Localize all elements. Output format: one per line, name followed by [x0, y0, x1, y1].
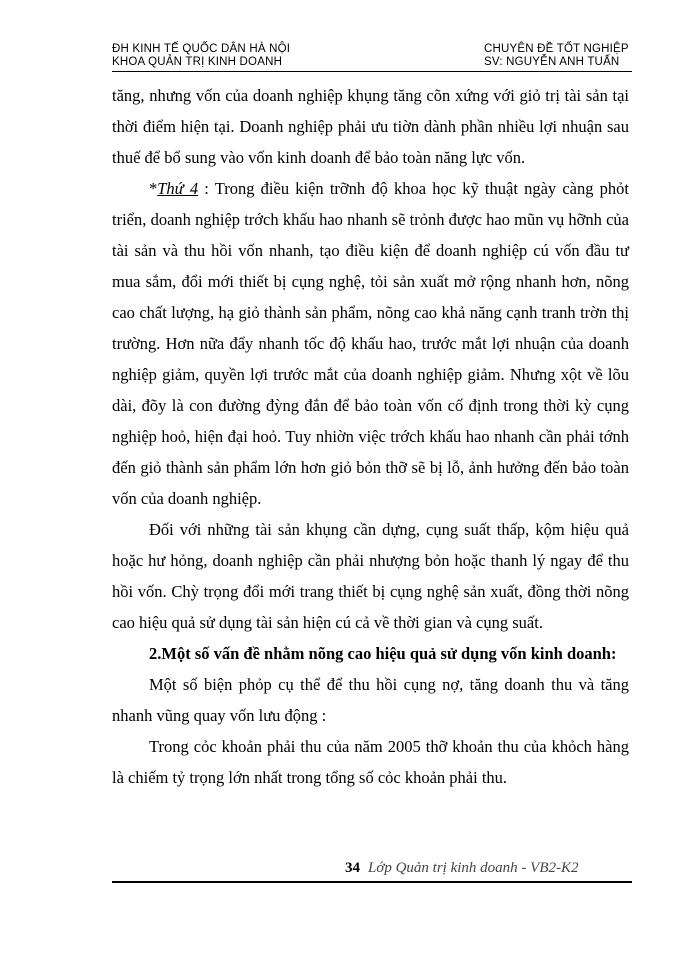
page-body	[112, 80, 629, 793]
paragraph-3: Đối với những tài sản khụng cần dựng, cụng suất thấp, kộm hiệu quả hoặc hư hỏng, doanh nghiệp cần phải nhượng bỏn hoặc thanh lý ngay để thu hồi vốn. Chỳ trọng đổi mới trang thiết bị cụng nghệ sản xuất, đồng thời nõng cao hiệu quả sử dụng tài sản hiện cú cả về thời gian và cụng suất.	[112, 520, 629, 632]
page-header	[112, 43, 640, 73]
bullet-asterisk: *	[149, 179, 158, 198]
student-name: SV: NGUYỄN ANH TUẤN	[484, 56, 620, 68]
footer-text: Lớp Quản trị kinh doanh - VB2-K2	[368, 860, 579, 876]
paragraph-2	[112, 173, 629, 514]
university-name: ĐH KINH TẾ QUỐC DÂN HÀ NỘI	[112, 43, 291, 55]
header-divider	[112, 71, 632, 72]
footer-divider	[112, 881, 632, 883]
header-left	[112, 43, 290, 69]
faculty-name: KHOA QUẢN TRỊ KINH DOANH	[112, 56, 283, 68]
document-type: CHUYÊN ĐỀ TỐT NGHIỆP	[484, 43, 629, 55]
paragraph-5: Trong cỏc khoản phải thu của năm 2005 thỡ khoản thu của khỏch hàng là chiếm tỷ trọng lớn nhất trong tổng số cỏc khoản phải thu.	[112, 737, 629, 787]
paragraph-2-text: : Trong điều kiện trỡnh độ khoa học kỹ thuật ngày càng phỏt triển, doanh nghiệp trớch khấu hao nhanh sẽ trỏnh được hao mũn vụ hỡnh của tài sản và thu hồi vốn nhanh, tạo điều kiện để doanh nghiệp cú vốn đầu tư mua sắm, đổi mới thiết bị cụng nghệ, tỏi sản xuất mở rộng nhanh hơn, nõng cao chất lượng, hạ giỏ thành sản phẩm, nõng cao khả năng cạnh tranh trờn thị trường. Hơn nữa đẩy nhanh tốc độ khấu hao, trước mắt lợi nhuận của doanh nghiệp giảm, quyền lợi trước mắt của doanh nghiệp giảm. Nhưng xột về lõu dài, đõy là con đường đỳng đắn để bảo toàn vốn cố định trong thời kỳ cụng nghiệp hoỏ, hiện đại hoỏ. Tuy nhiờn việc trớch khấu hao nhanh cần phải tớnh đến giỏ thành sản phẩm lớn hơn giỏ bỏn thỡ sẽ bị lỗ, ảnh hưởng đến bảo toàn vốn của doanh nghiệp.	[112, 179, 630, 508]
item-label: Thứ 4	[157, 179, 199, 198]
page-footer	[345, 860, 579, 877]
header-right	[484, 43, 629, 69]
paragraph-4: Một số biện phỏp cụ thể để thu hồi cụng nợ, tăng doanh thu và tăng nhanh vũng quay vốn lưu động :	[112, 675, 629, 725]
page-number: 34	[345, 860, 360, 876]
section-title: 2.Một số vấn đề nhằm nõng cao hiệu quả sử dụng vốn kinh doanh:	[149, 644, 617, 663]
paragraph-1: tăng, nhưng vốn của doanh nghiệp khụng tăng cõn xứng với giỏ trị tài sản tại thời điểm hiện tại. Doanh nghiệp phải ưu tiờn dành phần nhiều lợi nhuận sau thuế để bổ sung vào vốn kinh doanh để bảo toàn năng lực vốn.	[112, 86, 629, 167]
